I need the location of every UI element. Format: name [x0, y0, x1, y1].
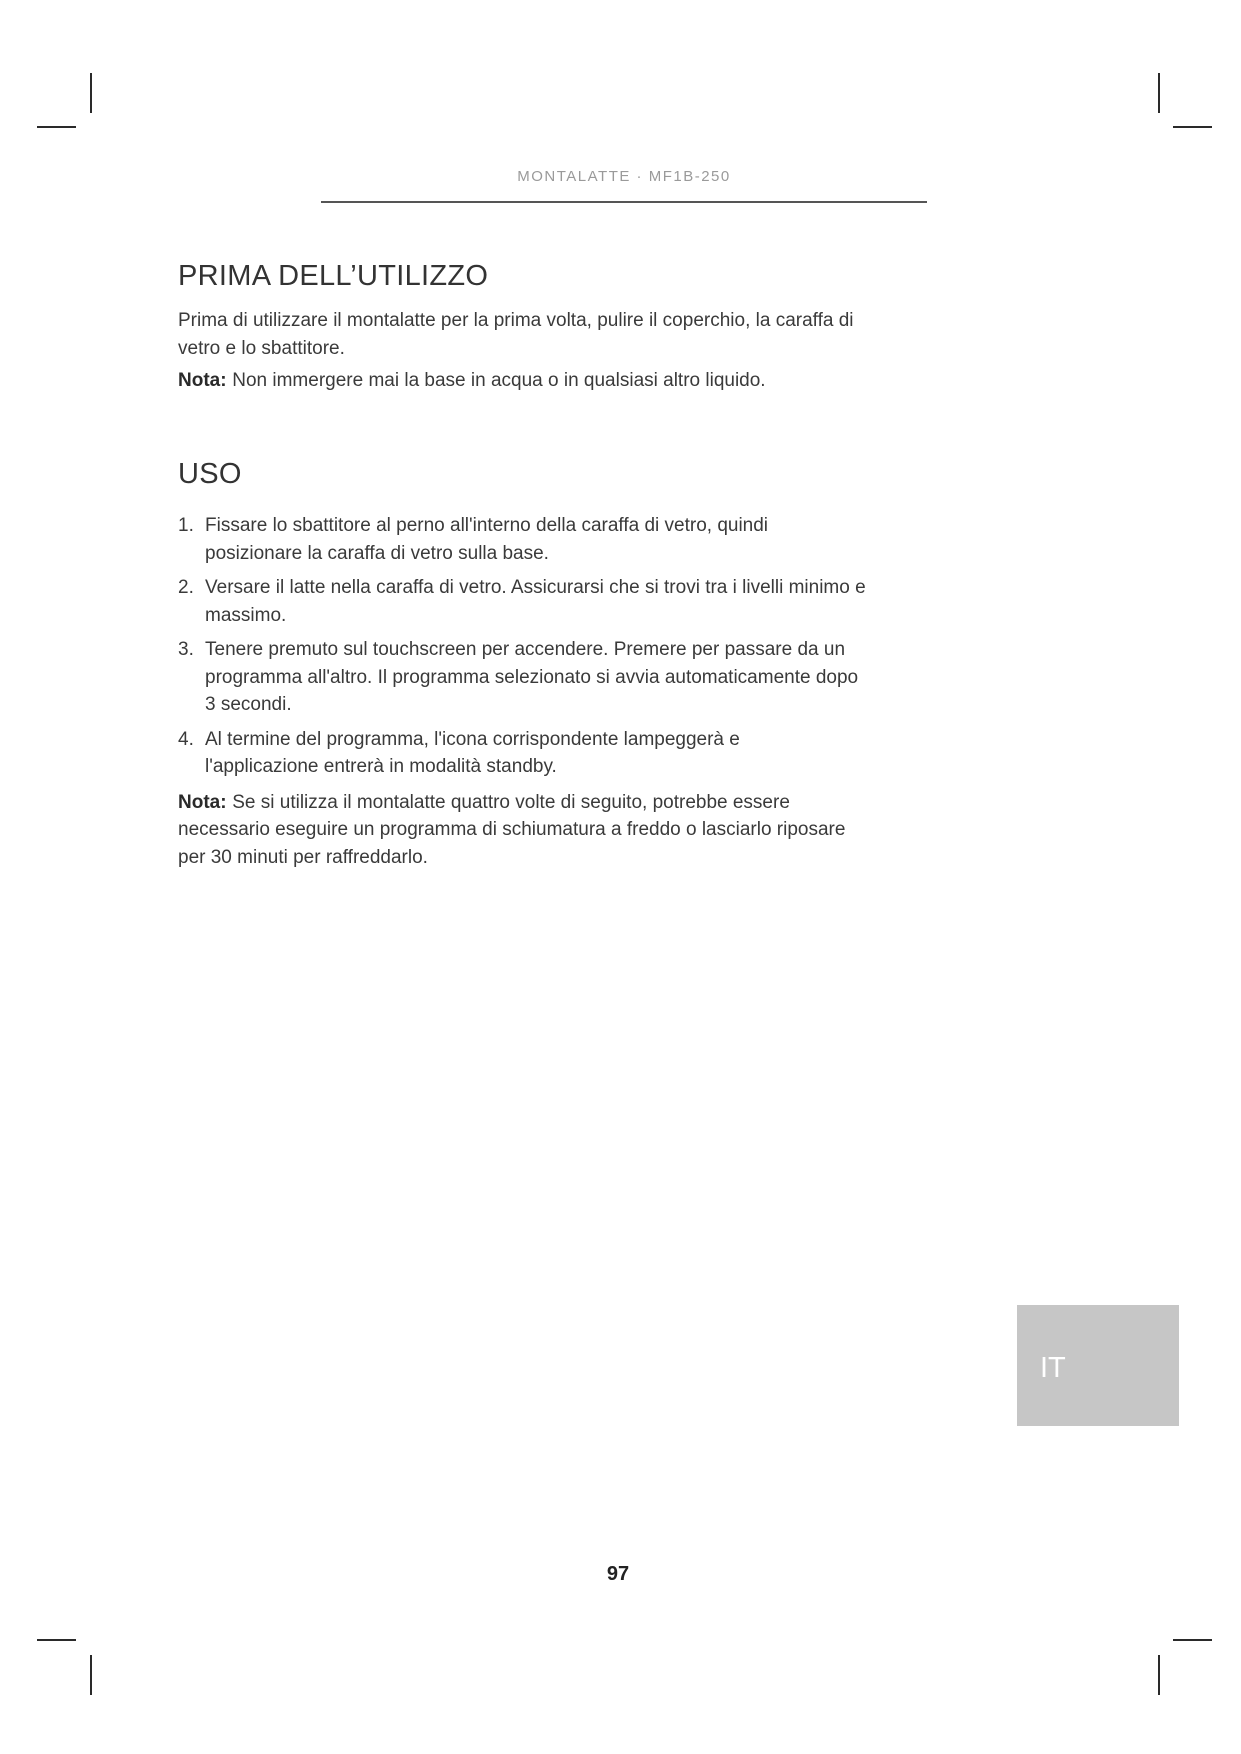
note-before-use — [178, 367, 1078, 395]
language-tab — [1017, 1305, 1179, 1426]
note-text: Se si utilizza il montalatte quattro volte di seguito, potrebbe essere — [232, 791, 790, 813]
crop-mark-top-left-vertical — [90, 73, 92, 113]
crop-mark-top-right-horizontal — [1173, 126, 1212, 128]
running-title: MONTALATTE · MF1B-250 — [517, 168, 731, 185]
crop-mark-bottom-left-horizontal — [37, 1639, 76, 1641]
note-line: per 30 minuti per raffreddarlo. — [178, 846, 428, 868]
list-item-line: Versare il latte nella caraffa di vetro. Assicurarsi che si trovi tra i livelli minimo e — [205, 577, 866, 598]
crop-mark-bottom-right-horizontal — [1173, 1639, 1212, 1641]
list-item — [178, 512, 1078, 567]
note-label: Nota: — [178, 370, 227, 391]
list-item-number: 4. — [178, 728, 194, 750]
paragraph-line: vetro e lo sbattitore. — [178, 337, 345, 359]
note-line — [178, 789, 1078, 817]
list-item-line: programma all'altro. Il programma selezionato si avvia automaticamente dopo — [205, 666, 859, 688]
section-before-use — [178, 259, 1078, 395]
page-number: 97 — [606, 1563, 630, 1585]
crop-mark-bottom-right-vertical — [1158, 1655, 1160, 1695]
section-usage — [178, 457, 1078, 871]
language-tab-label: IT — [1040, 1352, 1066, 1384]
list-item-line: Tenere premuto sul touchscreen per accendere. Premere per passare da un — [205, 639, 846, 660]
note-label: Nota: — [178, 791, 227, 813]
list-item-line: Fissare lo sbattitore al perno all'interno della caraffa di vetro, quindi — [205, 515, 769, 536]
list-item-number: 3. — [178, 639, 194, 660]
before-use-paragraph — [178, 307, 1078, 362]
crop-mark-top-right-vertical — [1158, 73, 1160, 113]
crop-mark-top-left-horizontal — [37, 126, 76, 128]
list-item-line: 3 secondi. — [205, 694, 292, 715]
note-text: Non immergere mai la base in acqua o in qualsiasi altro liquido. — [232, 370, 766, 391]
note-usage — [178, 789, 1078, 872]
list-item-line: l'applicazione entrerà in modalità standby. — [205, 756, 557, 777]
list-item — [178, 726, 1078, 781]
section-heading-before-use: PRIMA DELL’UTILIZZO — [178, 260, 489, 292]
paragraph-line: Prima di utilizzare il montalatte per la prima volta, pulire il coperchio, la caraffa di — [178, 310, 854, 331]
section-heading-usage: USO — [178, 458, 242, 490]
note-line: necessario eseguire un programma di schiumatura a freddo o lasciarlo riposare — [178, 819, 846, 840]
usage-steps-list — [178, 512, 1078, 781]
list-item-number: 2. — [178, 577, 194, 598]
list-item — [178, 636, 1078, 719]
list-item-number: 1. — [178, 515, 194, 536]
crop-mark-bottom-left-vertical — [90, 1655, 92, 1695]
header-rule — [321, 201, 927, 203]
list-item-line: massimo. — [205, 604, 287, 626]
list-item — [178, 574, 1078, 629]
list-item-line: Al termine del programma, l'icona corrispondente lampeggerà e — [205, 728, 740, 750]
list-item-line: posizionare la caraffa di vetro sulla base. — [205, 542, 549, 564]
